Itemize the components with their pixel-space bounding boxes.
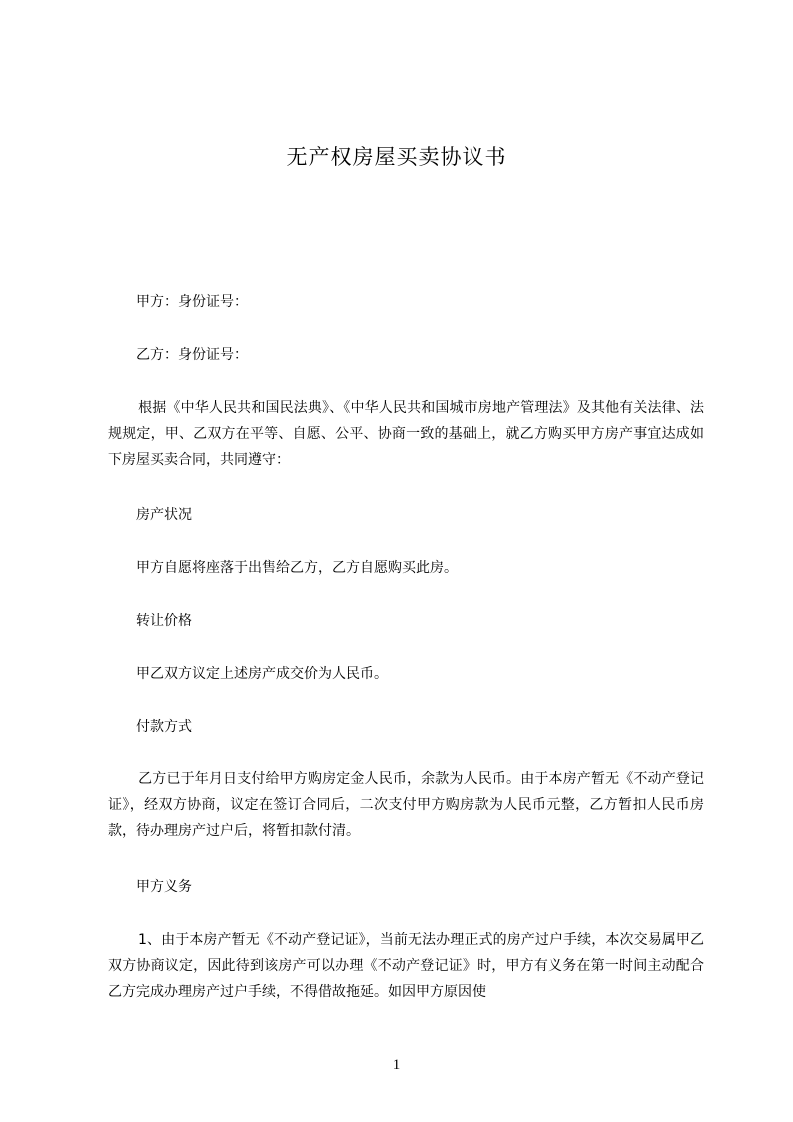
party-a-line: 甲方：身份证号： [136,294,248,310]
payment-paragraph [108,766,704,844]
obligations-a-paragraph [108,927,704,1005]
price-text: 甲乙双方议定上述房产成交价为人民币。 [136,666,388,682]
section-heading-price: 转让价格 [136,613,192,629]
intro-text: 根据《中华人民共和国民法典》、《中华人民共和国城市房地产管理法》及其他有关法律、法规规定，甲、乙双方在平等、自愿、公平、协商一致的基础上，就乙方购买甲方房产事宜达成如下房屋买卖合同，共同遵守： [108,400,704,468]
party-b-line: 乙方：身份证号： [136,347,248,363]
obligations-a-item1-text: 1、由于本房产暂无《不动产登记证》，当前无法办理正式的房产过户手续，本次交易属甲乙双方协商议定，因此待到该房产可以办理《不动产登记证》时，甲方有义务在第一时间主动配合乙方完成办理房产过户手续，不得借故拖延。如因甲方原因使 [108,932,704,1000]
section-heading-obligations-a: 甲方义务 [136,879,192,895]
section-heading-property-status: 房产状况 [136,507,192,523]
document-title: 无产权房屋买卖协议书 [286,145,507,169]
section-heading-payment: 付款方式 [136,719,192,735]
property-status-text: 甲方自愿将座落于出售给乙方，乙方自愿购买此房。 [136,560,458,576]
payment-text: 乙方已于年月日支付给甲方购房定金人民币，余款为人民币。由于本房产暂无《不动产登记证》，经双方协商，议定在签订合同后，二次支付甲方购房款为人民币元整，乙方暂扣人民币房款，待办理房产过户后，将暂扣款付清。 [108,771,704,839]
page-number: 1 [392,1057,401,1073]
intro-paragraph [108,395,704,473]
